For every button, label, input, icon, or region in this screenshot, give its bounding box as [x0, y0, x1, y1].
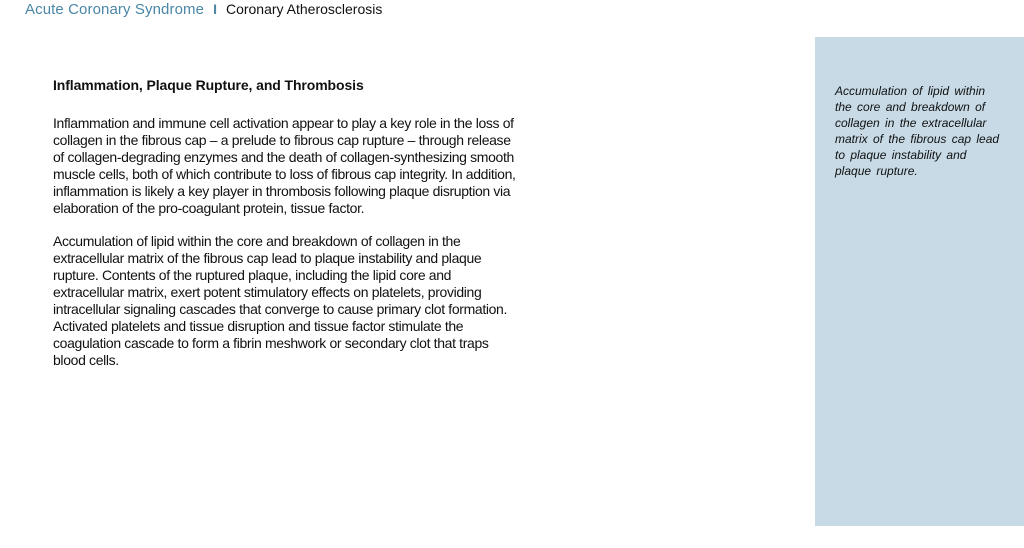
main-content	[53, 77, 523, 385]
sidebar-panel	[815, 37, 1024, 526]
breadcrumb-separator: I	[213, 1, 217, 17]
course-title: Acute Coronary Syndrome	[25, 0, 205, 18]
header-breadcrumb	[25, 0, 382, 18]
section-title: Inflammation, Plaque Rupture, and Thrombosis	[53, 77, 364, 93]
sidebar-callout: Accumulation of lipid within the core and breakdown of collagen in the extracellular matrix of the fibrous cap lead to plaque instability and plaque rupture.	[835, 84, 1000, 178]
body-paragraph-lipid-accumulation: Accumulation of lipid within the core and breakdown of collagen in the extracellular matrix of the fibrous cap lead to plaque instability and plaque rupture. Contents of the ruptured plaque, including the lipid core and extracellular matrix, exert potent stimulatory effects on platelets, providing intracellular signaling cascades that converge to cause primary clot formation. Activated platelets and tissue disruption and tissue factor stimulate the coagulation cascade to form a fibrin meshwork or secondary clot that traps blood cells.	[53, 233, 508, 368]
body-paragraph-inflammation: Inflammation and immune cell activation appear to play a key role in the loss of collagen in the fibrous cap – a prelude to fibrous cap rupture – through release of collagen-degrading enzymes and the death of collagen-synthesizing smooth muscle cells, both of which contribute to loss of fibrous cap integrity. In addition, inflammation is likely a key player in thrombosis following plaque disruption via elaboration of the pro-coagulant protein, tissue factor.	[53, 115, 516, 216]
topic-title: Coronary Atherosclerosis	[225, 1, 383, 17]
